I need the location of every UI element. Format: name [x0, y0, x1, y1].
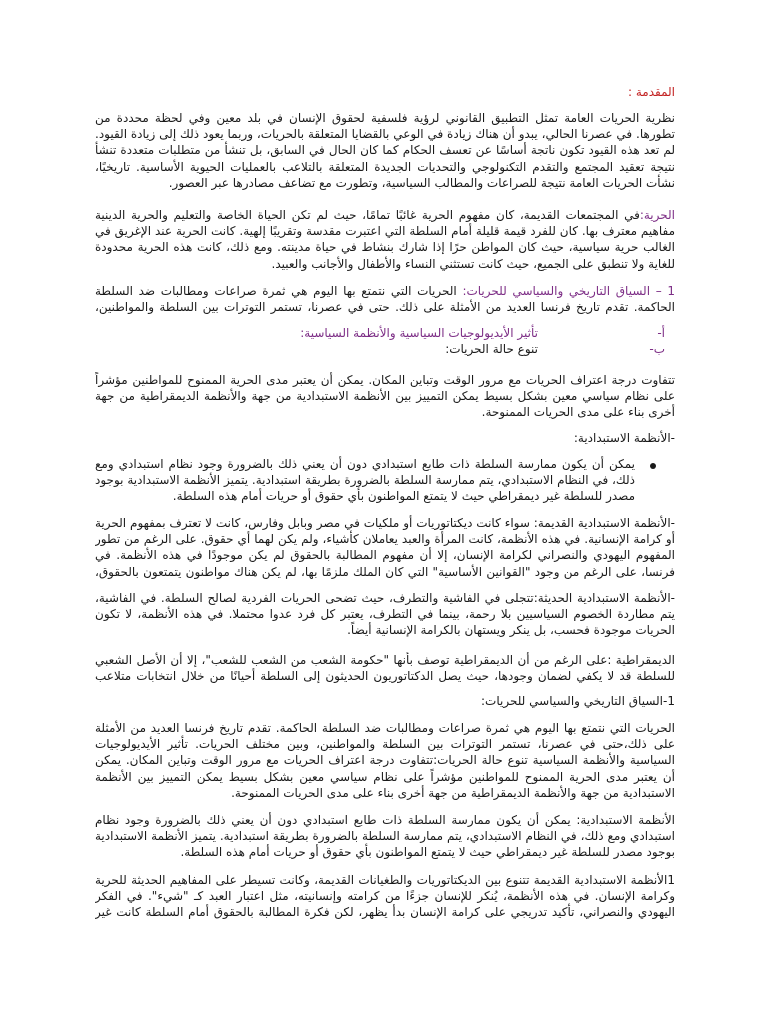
section1b-label: 1-السياق التاريخي والسياسي للحريات: [480, 694, 675, 708]
freedom-paragraph [95, 207, 675, 273]
bullet-dot-icon [650, 463, 656, 469]
section1-label: 1 – السياق التاريخي والسياسي للحريات: [462, 284, 675, 298]
list-item-b-text: تنوع حالة الحريات: [445, 342, 538, 356]
list-item-b-marker: ب- [649, 342, 665, 356]
variation-paragraph: تتفاوت درجة اعتراف الحريات مع مرور الوقت وتباين المكان. يمكن أن يعتبر مدى الحرية الممنوح للمواطنين مؤشراً على نظام سياسي معين بشكل بسيط يمكن التمييز بين الأنظمة الاستبدادية من جهة والأنظمة الديمقراطية من جهة أخرى بناء على مدى الحريات الممنوحة. [95, 373, 675, 420]
modern-paragraph: -الأنظمة الاستبدادية الحديثة:تتجلى في الفاشية والتطرف، حيث تضحى الحريات الفردية لصالح السلطة. في الفاشية، يتم مطاردة الخصوم السياسيين بلا رحمة، بينما في التطرف، يعتبر كل فرد عدوا محتملا. في هذه الأنظمة، لا تكون الحريات موجودة فحسب، بل ينكر ويستهان بالكرامة الإنسانية أيضاً. [95, 591, 675, 638]
section1-paragraph [95, 283, 675, 317]
authoritarian-label: -الأنظمة الاستبدادية: [573, 431, 675, 445]
section1-text: الحريات التي نتمتع بها اليوم هي ثمرة صراعات ومطالبات ضد السلطة الحاكمة. تقدم تاريخ فرنسا العديد من الأمثلة على ذلك. حتى في عصرنا، تستمر التوترات بين السلطة والمواطنين، [95, 284, 675, 315]
list-item-a-marker: أ- [657, 326, 665, 340]
intro-paragraph: نظرية الحريات العامة تمثل التطبيق القانوني لرؤية فلسفية لحقوق الإنسان في بلد معين وفي لحظة محددة من تطورها. في عصرنا الحالي، يبدو أن هناك زيادة في الوعي بالقضايا المتعلقة بالحريات، وربما يعود ذلك إلى زيادة القيود. لم تعد هذه القيود تكون ناتجة أساسًا عن تعسف الحكام كما كان الحال في السابق، بل تنشأ من متطلبات متعددة تنشأ نتيجة تعقيد المجتمع والتقدم التكنولوجي والتحديات الجديدة المتعلقة بالتلاعب بالعمليات الحيوية الأساسية. تاريخيًا، نشأت الحريات العامة نتيجة للصراعات والمطالب السياسية، وتطورت مع تضاعف مصادرها عبر العصور. [95, 111, 675, 190]
context-paragraph: الحريات التي نتمتع بها اليوم هي ثمرة صراعات ومطالبات ضد السلطة الحاكمة. تقدم تاريخ فرنسا العديد من الأمثلة على ذلك،حتى في عصرنا، تستمر التوترات بين السلطة والمواطنين، وبين مختلف الحريات. تأثير الأيديولوجيات السياسية والأنظمة السياسية تنوع حالة الحريات:تتفاوت درجة اعتراف الحريات مع مرور الوقت وتباين المكان. يمكن أن يعتبر مدى الحرية الممنوح للمواطنين مؤشراً على نظام سياسي معين بشكل بسيط يمكن التمييز بين الأنظمة الاستبدادية من جهة والأنظمة الديمقراطية من جهة أخرى بناء على مدى الحريات الممنوحة. [95, 721, 675, 800]
democracy-paragraph: الديمقراطية :على الرغم من أن الديمقراطية توصف بأنها "حكومة الشعب من الشعب للشعب"، إلا أن الأصل الشعبي للسلطة قد لا يكفي لضمان وجودها، حيث يصل الدكتاتوريون الحديثون إلى السلطة أحيانًا من خلال انتخابات متلاعب [95, 653, 675, 684]
list-item-a-text: تأثير الأيديولوجيات السياسية والأنظمة السياسية: [300, 326, 538, 340]
freedom-label: الحرية: [639, 208, 675, 222]
ancient2-paragraph: 1الأنظمة الاستبدادية القديمة تتنوع بين الديكتاتوريات والطغيانات القديمة، وكانت تسيطر على المفاهيم الحديثة للحرية وكرامة الإنسان. في هذه الأنظمة، يُنكر للإنسان جزءًا من كرامته وإنسانيته، مثل اعتبار العبد كـ "شيء". في الفكر اليهودي والنصراني، تأكيد تدريجي على كرامة الإنسان بدأ يظهر، لكن فكرة المطالبة بالحقوق أمام السلطة كانت غير [95, 873, 675, 920]
authoritarian2-paragraph: الأنظمة الاستبدادية: يمكن أن يكون ممارسة السلطة ذات طابع استبدادي دون أن يعني ذلك بالضرورة وجود نظام استبدادي ومع ذلك، في النظام الاستبدادي، يتم ممارسة السلطة بالضرورة بطريقة استبدادية. يتميز الأنظمة الاستبدادية بوجود مصدر للسلطة غير ديمقراطي حيث لا يتمتع المواطنون بأي حقوق أو حريات أمام هذه السلطة. [95, 813, 675, 860]
page-heading: المقدمة : [627, 85, 675, 99]
bullet-paragraph: يمكن أن يكون ممارسة السلطة ذات طابع استبدادي دون أن يعني ذلك بالضرورة وجود نظام استبدادي ومع ذلك، في النظام الاستبدادي، يتم ممارسة السلطة بالضرورة بطريقة استبدادية. يتميز الأنظمة الاستبدادية بوجود مصدر للسلطة غير ديمقراطي حيث لا يتمتع المواطنون بأي حقوق أو حريات أمام هذه السلطة. [95, 457, 635, 504]
ancient-paragraph: -الأنظمة الاستبدادية القديمة: سواء كانت ديكتاتوريات أو ملكيات في مصر وبابل وفارس، كانت لا تعترف بمفهوم الحرية أو كرامة الإنسانية. في هذه الأنظمة، كانت المرأة والعبد يعاملان كأشياء، ولم يكن لهما أي حقوق. على الرغم من تطور المفهوم اليهودي والنصراني لكرامة الإنسان، إلا أن مفهوم المطالبة بالحقوق لم يكن موجودًا في هذه الأنظمة. في فرنسا، على الرغم من وجود "القوانين الأساسية" التي كان الملك ملزمًا بها، لم يكن هناك مواطنون يتمتعون بالحقوق، [95, 516, 675, 579]
freedom-text: في المجتمعات القديمة، كان مفهوم الحرية غائبًا تمامًا، حيث لم تكن الحياة الخاصة والتعليم والحرية الدينية مفاهيم معترف بها. كان للفرد قيمة قليلة أمام السلطة التي اعتبرت مقدسة وتقريبًا إلهية. كانت الحرية عند الإغريق في الغالب حرية سياسية، حيث كان المواطن حرًا إذا شارك بنشاط في حياة مدينته. ومع ذلك، كانت هذه الحرية محدودة للغاية ولا تنطبق على الجميع، حيث كانت تستثني النساء والأطفال والأجانب والعبيد. [95, 208, 675, 271]
